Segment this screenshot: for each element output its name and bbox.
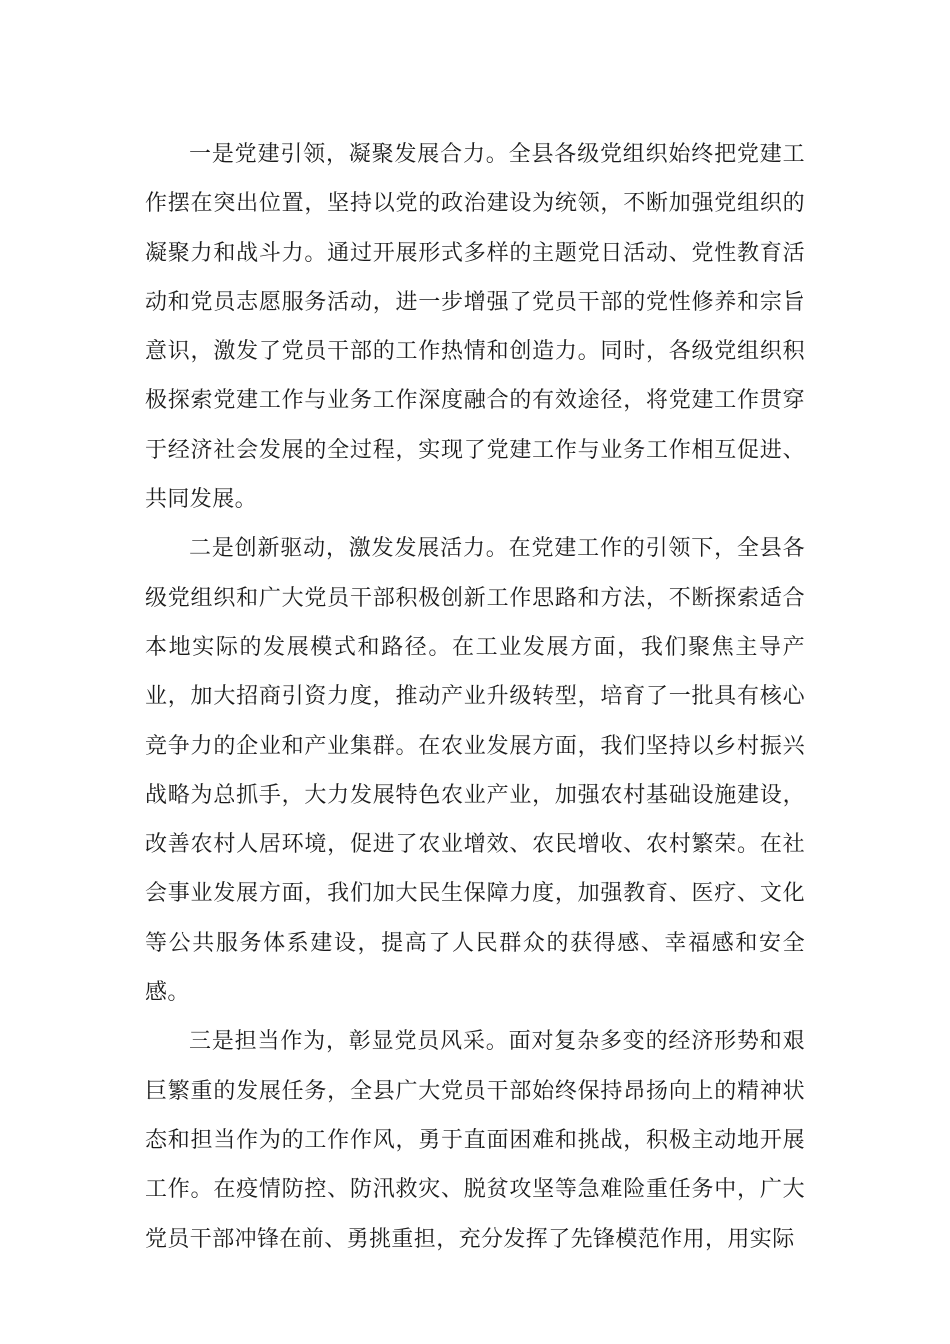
paragraph-responsibility: 三是担当作为，彰显党员风采。面对复杂多变的经济形势和艰巨繁重的发展任务，全县广大党员干部始终保持昂扬向上的精神状态和担当作为的工作作风，勇于直面困难和挑战，积极主动地开展工作。在疫情防控、防汛救灾、脱贫攻坚等急难险重任务中，广大党员干部冲锋在前、勇挑重担，充分发挥了先锋模范作用，用实际	[145, 1029, 805, 1252]
paragraph-innovation: 二是创新驱动，激发发展活力。在党建工作的引领下，全县各级党组织和广大党员干部积极创新工作思路和方法，不断探索适合本地实际的发展模式和路径。在工业发展方面，我们聚焦主导产业，加大招商引资力度，推动产业升级转型，培育了一批具有核心竞争力的企业和产业集群。在农业发展方面，我们坚持以乡村振兴战略为总抓手，大力发展特色农业产业，加强农村基础设施建设，改善农村人居环境，促进了农业增效、农民增收、农村繁荣。在社会事业发展方面，我们加大民生保障力度，加强教育、医疗、文化等公共服务体系建设，提高了人民群众的获得感、幸福感和安全感。	[145, 536, 805, 1006]
document-body	[145, 130, 805, 1264]
paragraph-party-building: 一是党建引领，凝聚发展合力。全县各级党组织始终把党建工作摆在突出位置，坚持以党的政治建设为统领，不断加强党组织的凝聚力和战斗力。通过开展形式多样的主题党日活动、党性教育活动和党员志愿服务活动，进一步增强了党员干部的党性修养和宗旨意识，激发了党员干部的工作热情和创造力。同时，各级党组织积极探索党建工作与业务工作深度融合的有效途径，将党建工作贯穿于经济社会发展的全过程，实现了党建工作与业务工作相互促进、共同发展。	[145, 142, 805, 513]
